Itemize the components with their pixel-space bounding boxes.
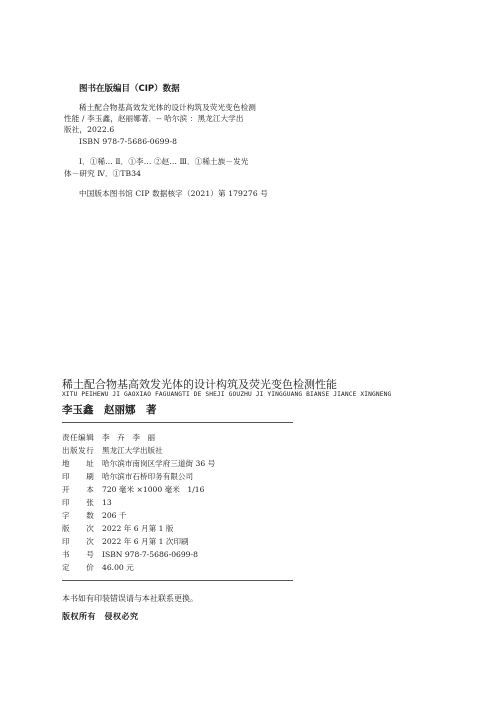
detail-row-editor <box>62 432 155 444</box>
detail-row-publisher <box>62 445 163 457</box>
detail-label: 责任编辑 <box>62 433 95 442</box>
detail-label: 书 号 <box>62 550 95 559</box>
detail-row-isbn <box>62 549 198 561</box>
cip-line-classification-cont: 体－研究 Ⅳ．①TB34 <box>64 169 142 178</box>
detail-value: 李 卉 李 丽 <box>102 433 156 442</box>
detail-label: 出版发行 <box>62 446 95 455</box>
detail-value: 哈尔滨市南岗区学府三道街 36 号 <box>102 459 216 468</box>
detail-label: 字 数 <box>62 511 95 520</box>
divider-top <box>62 422 293 423</box>
cip-line-classification: Ⅰ．①稀… Ⅱ．①李… ②赵… Ⅲ．①稀土族－发光 <box>79 157 249 166</box>
detail-row-printing <box>62 536 189 548</box>
detail-label: 开 本 <box>62 485 95 494</box>
detail-value: 哈尔滨市石桥印务有限公司 <box>102 472 194 481</box>
replacement-notice: 本书如有印装错误请与本社联系更换。 <box>62 594 198 603</box>
book-title-pinyin: XITU PEIHEWU JI GAOXIAO FAGUANGTI DE SHEJI GOUZHU JI YINGGUANG BIANSE JIANCE XINGNENG <box>62 391 392 398</box>
detail-row-printer <box>62 471 193 483</box>
cip-line-title: 稀土配合物基高效发光体的设计构筑及荧光变色检测 <box>79 103 256 112</box>
detail-value: 2022 年 6 月第 1 次印刷 <box>102 537 189 546</box>
detail-label: 印 次 <box>62 537 95 546</box>
detail-label: 地 址 <box>62 459 95 468</box>
detail-label: 印 刷 <box>62 472 95 481</box>
detail-value: 2022 年 6 月第 1 版 <box>102 524 174 533</box>
detail-value: 720 毫米 ×1000 毫米 1/16 <box>102 485 205 494</box>
detail-value: 46.00 元 <box>102 563 134 572</box>
detail-value: 206 千 <box>102 511 127 520</box>
detail-value: ISBN 978-7-5686-0699-8 <box>102 550 198 559</box>
book-authors: 李玉鑫 赵丽娜 著 <box>62 404 157 416</box>
detail-value: 黑龙江大学出版社 <box>102 446 163 455</box>
detail-row-word-count <box>62 510 127 522</box>
cip-line-authors: 性能 / 李玉鑫，赵丽娜著．-- 哈尔滨 ：黑龙江大学出 <box>64 114 244 123</box>
cip-line-isbn: ISBN 978-7-5686-0699-8 <box>79 137 178 146</box>
detail-value: 13 <box>102 498 112 507</box>
detail-row-sheets <box>62 497 112 509</box>
cip-line-publisher: 版社，2022.6 <box>64 125 115 134</box>
detail-row-format <box>62 484 204 496</box>
detail-label: 定 价 <box>62 563 95 572</box>
rights-statement: 版权所有 侵权必究 <box>62 612 139 621</box>
book-title: 稀土配合物基高效发光体的设计构筑及荧光变色检测性能 <box>62 378 337 391</box>
divider-bottom <box>62 580 293 581</box>
cip-line-record-number: 中国版本图书馆 CIP 数据核字（2021）第 179276 号 <box>79 189 268 198</box>
detail-label: 版 次 <box>62 524 95 533</box>
cip-heading: 图书在版编目（CIP）数据 <box>79 84 180 94</box>
detail-row-edition <box>62 523 173 535</box>
detail-row-address <box>62 458 215 470</box>
detail-label: 印 张 <box>62 498 95 507</box>
detail-row-price <box>62 562 134 574</box>
